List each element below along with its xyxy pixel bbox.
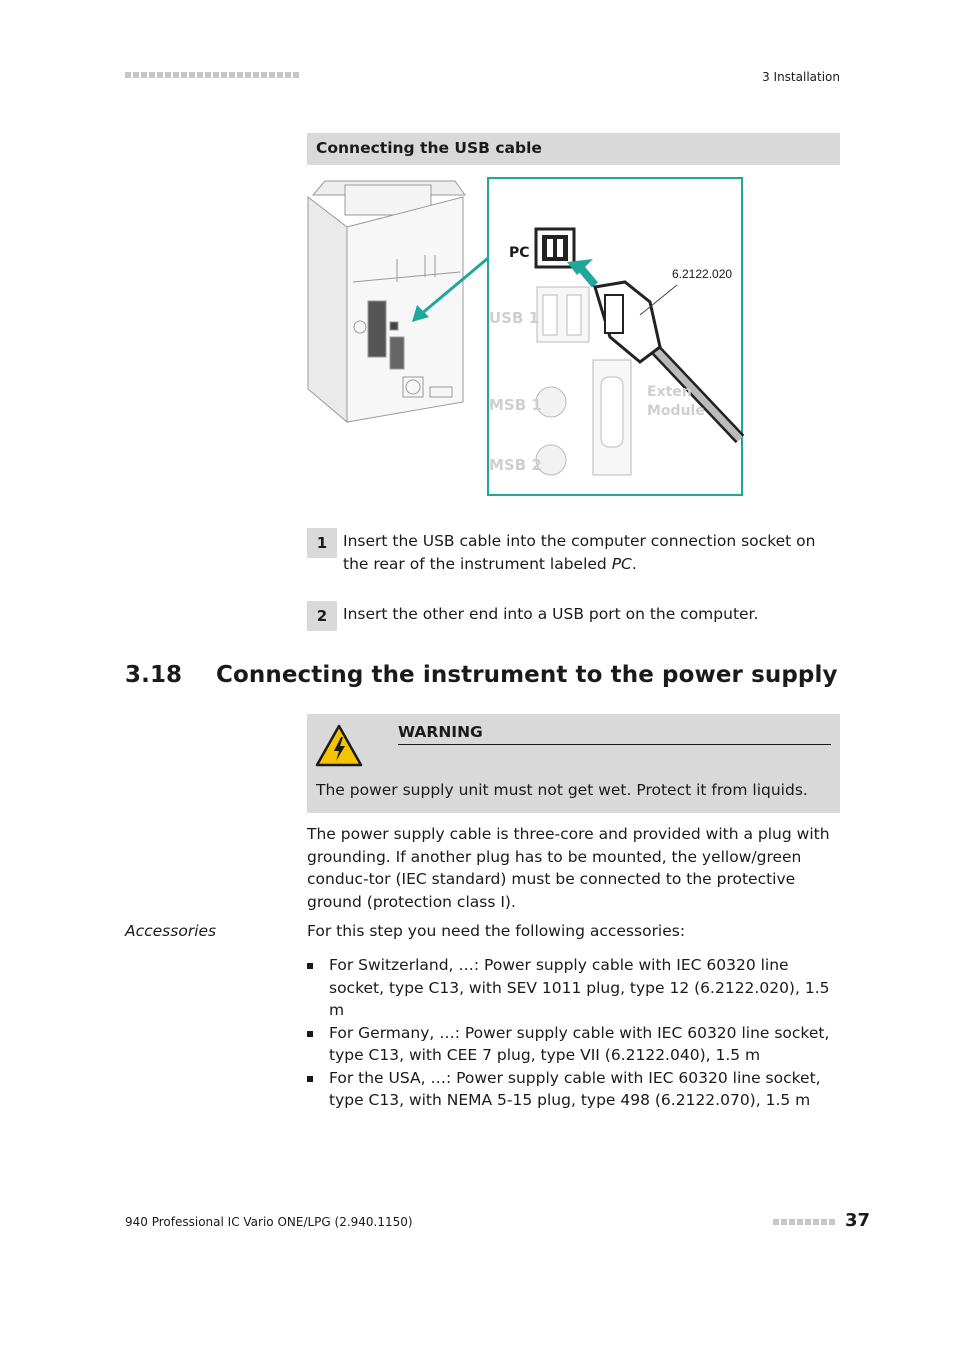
section-heading <box>125 662 838 688</box>
accessories-margin-label: Accessories <box>125 922 217 940</box>
footer-decoration <box>773 1219 835 1225</box>
list-item: For the USA, …: Power supply cable with IEC 60320 line socket, type C13, with NEMA 5-15 plug, type 498 (6.2122.070), 1.5 m <box>307 1067 841 1112</box>
usb1-label: USB 1 <box>489 309 540 327</box>
accessories-list <box>307 954 841 1112</box>
warning-divider <box>398 744 831 745</box>
warning-label: WARNING <box>398 723 483 741</box>
step-number: 2 <box>307 601 337 631</box>
instrument-rear-illustration <box>308 181 465 422</box>
list-item: For Germany, …: Power supply cable with IEC 60320 line socket, type C13, with CEE 7 plug, type VII (6.2122.040), 1.5 m <box>307 1022 841 1067</box>
module-label: Module <box>647 403 705 419</box>
usb-section-title: Connecting the USB cable <box>307 133 840 165</box>
accessories-lead: For this step you need the following accessories: <box>307 922 686 940</box>
section-number: 3.18 <box>125 662 183 688</box>
page-number: 37 <box>845 1210 871 1231</box>
footer-doc-title: 940 Professional IC Vario ONE/LPG (2.940.1150) <box>125 1215 413 1229</box>
high-voltage-warning-icon <box>315 724 363 767</box>
external-label: Exten <box>647 384 692 400</box>
msb1-label: MSB 1 <box>489 396 542 414</box>
warning-text: The power supply unit must not get wet. Protect it from liquids. <box>316 781 808 799</box>
header-decoration <box>125 72 299 78</box>
power-cable-paragraph: The power supply cable is three-core and provided with a plug with grounding. If another plug has to be mounted, the yellow/green conduc-tor (IEC standard) must be connected to the protective ground (protection class I). <box>307 825 830 911</box>
msb2-label: MSB 2 <box>489 456 542 474</box>
section-title: Connecting the instrument to the power supply <box>216 662 838 688</box>
step-text: Insert the USB cable into the computer connection socket on the rear of the instrument labeled PC. <box>343 532 816 573</box>
part-number-label: 6.2122.020 <box>672 267 733 281</box>
step-number: 1 <box>307 528 337 558</box>
usb-connection-figure <box>305 177 745 499</box>
header-section-title: 3 Installation <box>762 70 840 84</box>
pc-label: PC <box>509 245 530 261</box>
list-item: For Switzerland, …: Power supply cable with IEC 60320 line socket, type C13, with SEV 1011 plug, type 12 (6.2122.020), 1.5 m <box>307 954 841 1022</box>
step-text: Insert the other end into a USB port on the computer. <box>343 605 759 623</box>
